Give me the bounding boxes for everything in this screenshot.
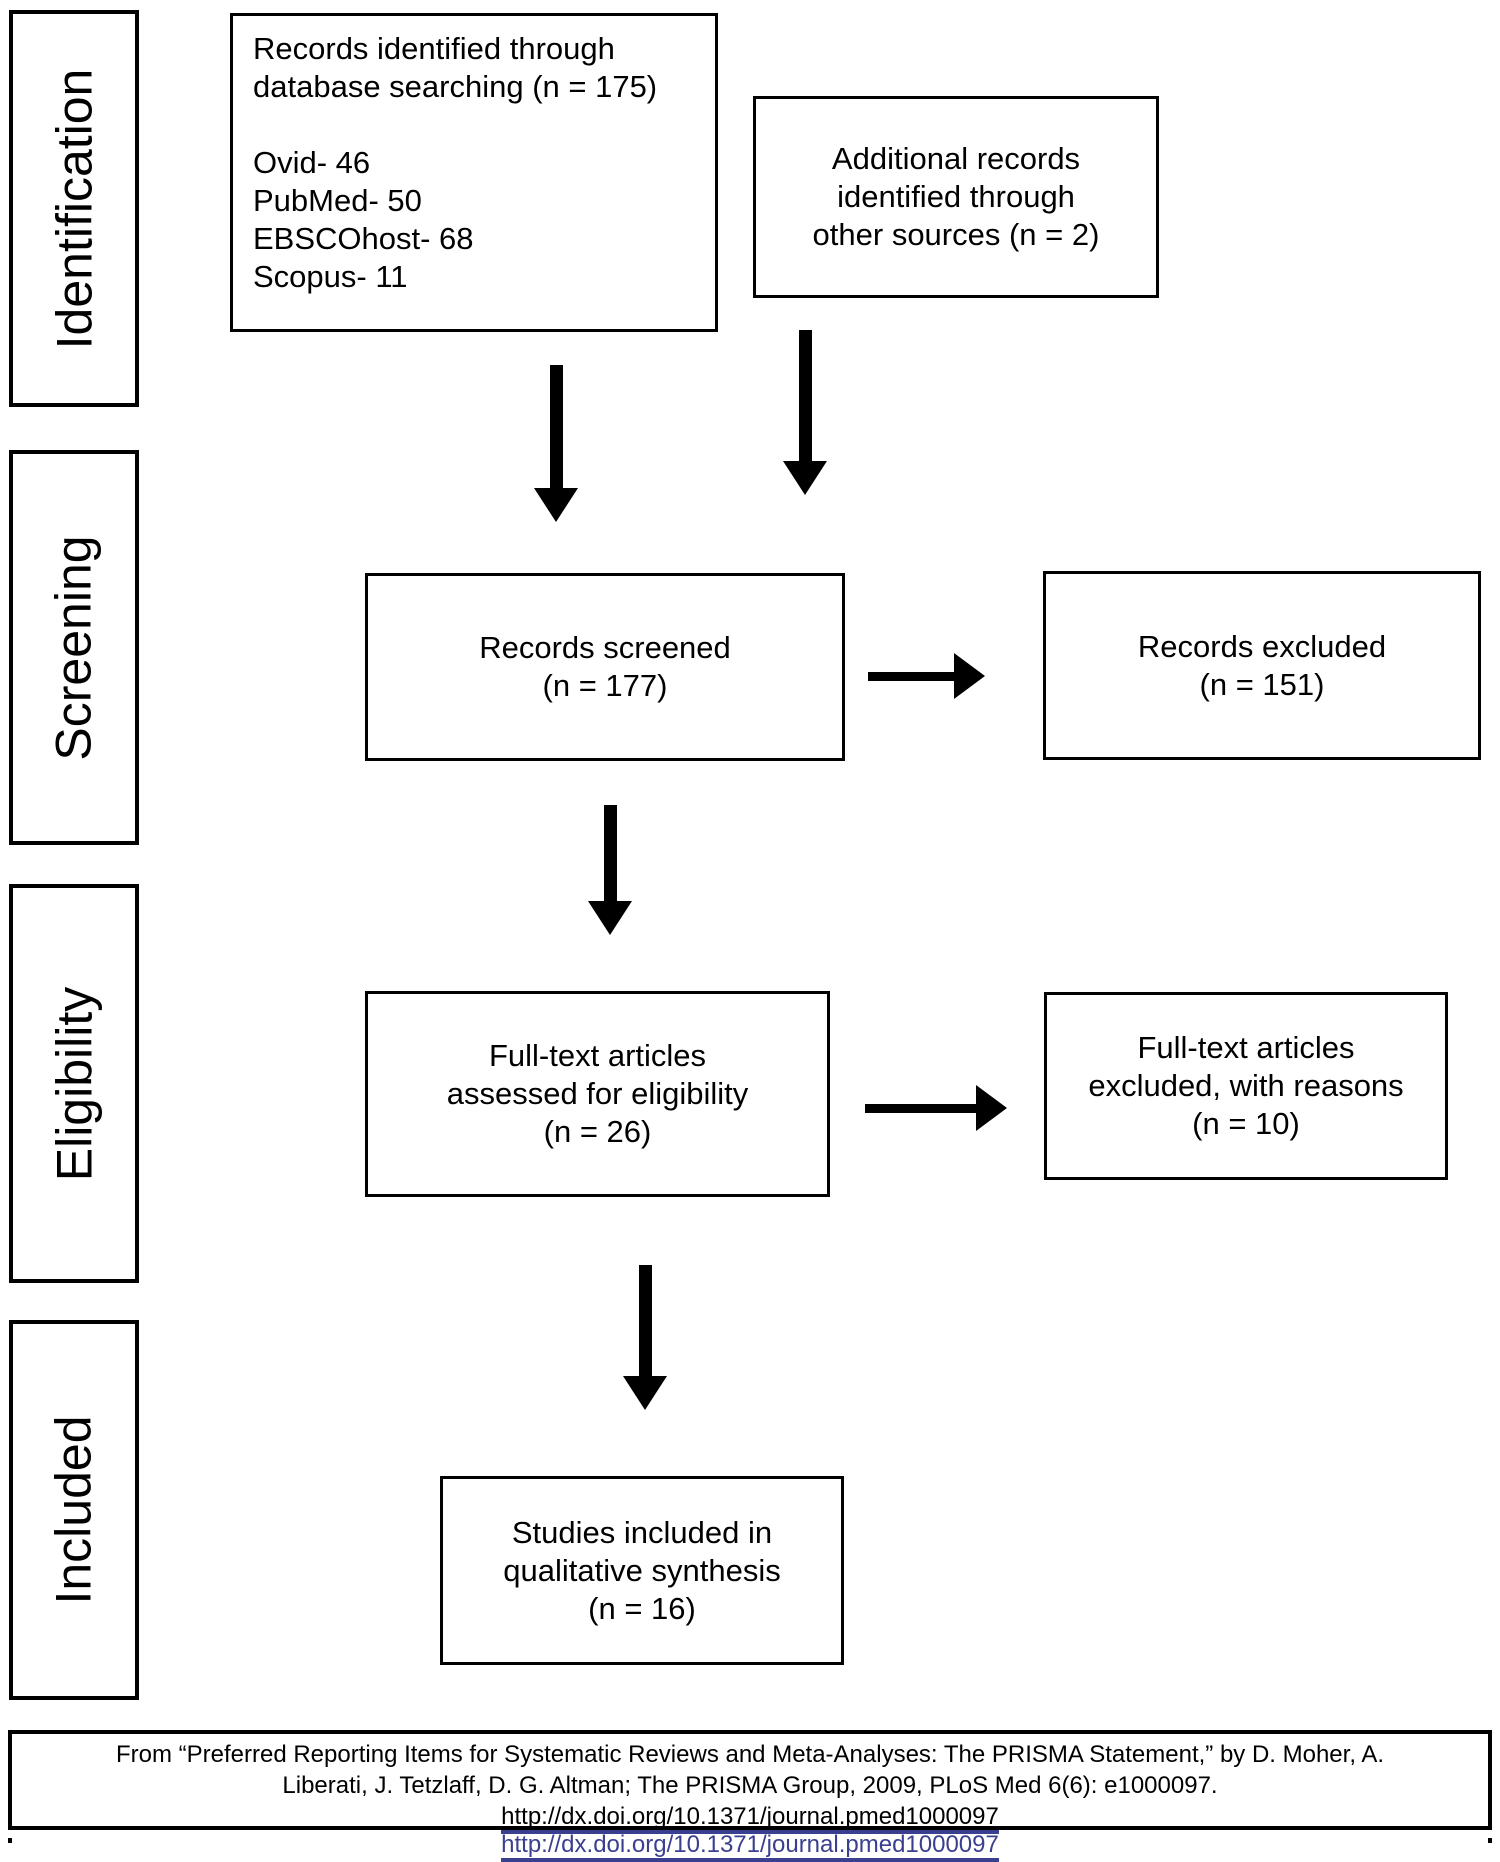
arrow-identified-to-screened	[534, 365, 578, 522]
arrow-head-down-icon	[534, 488, 578, 522]
stage-included-label: Included	[46, 1415, 103, 1605]
arrow-head-down-icon	[623, 1376, 667, 1410]
clipped-url-text: http://dx.doi.org/10.1371/journal.pmed1000097	[501, 1831, 999, 1862]
box-fulltext-assessed	[365, 991, 830, 1197]
arrow-head-down-icon	[783, 461, 827, 495]
box-fulltext-assessed-line3: (n = 26)	[543, 1114, 652, 1149]
arrow-shaft	[604, 805, 617, 901]
box-fulltext-excluded-line1: Full-text articles	[1137, 1030, 1355, 1065]
box-records-identified	[230, 13, 718, 332]
arrow-shaft	[550, 365, 563, 488]
citation-box	[8, 1730, 1492, 1830]
box-records-excluded-line2: (n = 151)	[1199, 666, 1325, 702]
arrow-additional-to-screened	[783, 330, 827, 495]
stage-included	[9, 1320, 139, 1700]
box-studies-included-line2: qualitative synthesis	[503, 1552, 781, 1588]
clipped-url-row	[0, 1831, 1500, 1858]
box-studies-included-line3: (n = 16)	[588, 1590, 696, 1626]
arrow-fulltext-to-included	[623, 1265, 667, 1410]
box-records-identified-line1: Records identified through	[253, 31, 615, 66]
stage-screening-label: Screening	[46, 534, 102, 761]
arrow-head-right-icon	[976, 1085, 1007, 1131]
source-count-ebscohost: EBSCOhost- 68	[253, 221, 474, 256]
stage-screening	[9, 450, 139, 845]
stage-eligibility-label: Eligibility	[46, 986, 103, 1181]
citation-line1: From “Preferred Reporting Items for Systematic Reviews and Meta-Analyses: The PRISMA Statement,” by D. Moher, A.	[115, 1741, 1385, 1768]
box-additional-records-line1: Additional records	[831, 141, 1081, 176]
box-fulltext-excluded-line3: (n = 10)	[1192, 1106, 1300, 1141]
source-count-pubmed: PubMed- 50	[253, 183, 422, 218]
box-records-identified-spacer	[253, 106, 697, 144]
box-records-screened	[365, 573, 845, 761]
arrow-shaft	[639, 1265, 652, 1376]
box-records-excluded-line1: Records excluded	[1137, 628, 1387, 664]
box-fulltext-excluded	[1044, 992, 1448, 1180]
box-additional-records-line3: other sources (n = 2)	[812, 217, 1100, 252]
box-fulltext-assessed-line2: assessed for eligibility	[446, 1076, 749, 1111]
box-additional-records	[753, 96, 1159, 298]
arrow-shaft	[865, 1104, 976, 1113]
source-count-scopus: Scopus- 11	[253, 259, 408, 294]
source-count-ovid: Ovid- 46	[253, 145, 371, 180]
box-studies-included	[440, 1476, 844, 1665]
doi-link[interactable]: http://dx.doi.org/10.1371/journal.pmed1000097	[501, 1804, 999, 1834]
box-additional-records-line2: identified through	[837, 179, 1075, 214]
box-fulltext-excluded-line2: excluded, with reasons	[1088, 1068, 1404, 1103]
stage-identification	[9, 10, 139, 407]
box-records-identified-line2: database searching (n = 175)	[253, 69, 658, 104]
box-fulltext-assessed-line1: Full-text articles	[488, 1038, 707, 1073]
stage-identification-label: Identification	[46, 68, 102, 349]
clipped-border-mark-left	[8, 1838, 12, 1843]
box-records-screened-line2: (n = 177)	[542, 668, 668, 703]
arrow-fulltext-to-excluded	[865, 1085, 1007, 1131]
arrow-head-down-icon	[588, 901, 632, 935]
arrow-screened-to-fulltext	[588, 805, 632, 935]
citation-line2: Liberati, J. Tetzlaff, D. G. Altman; The PRISMA Group, 2009, PLoS Med 6(6): e1000097.	[282, 1772, 1218, 1799]
stage-eligibility	[9, 884, 139, 1283]
box-records-screened-line1: Records screened	[479, 630, 731, 665]
clipped-border-mark-right	[1488, 1838, 1492, 1843]
arrow-shaft	[799, 330, 812, 461]
box-records-excluded	[1043, 571, 1481, 760]
arrow-shaft	[868, 672, 954, 681]
arrow-screened-to-excluded	[868, 653, 985, 699]
arrow-head-right-icon	[954, 653, 985, 699]
box-studies-included-line1: Studies included in	[511, 1514, 773, 1550]
